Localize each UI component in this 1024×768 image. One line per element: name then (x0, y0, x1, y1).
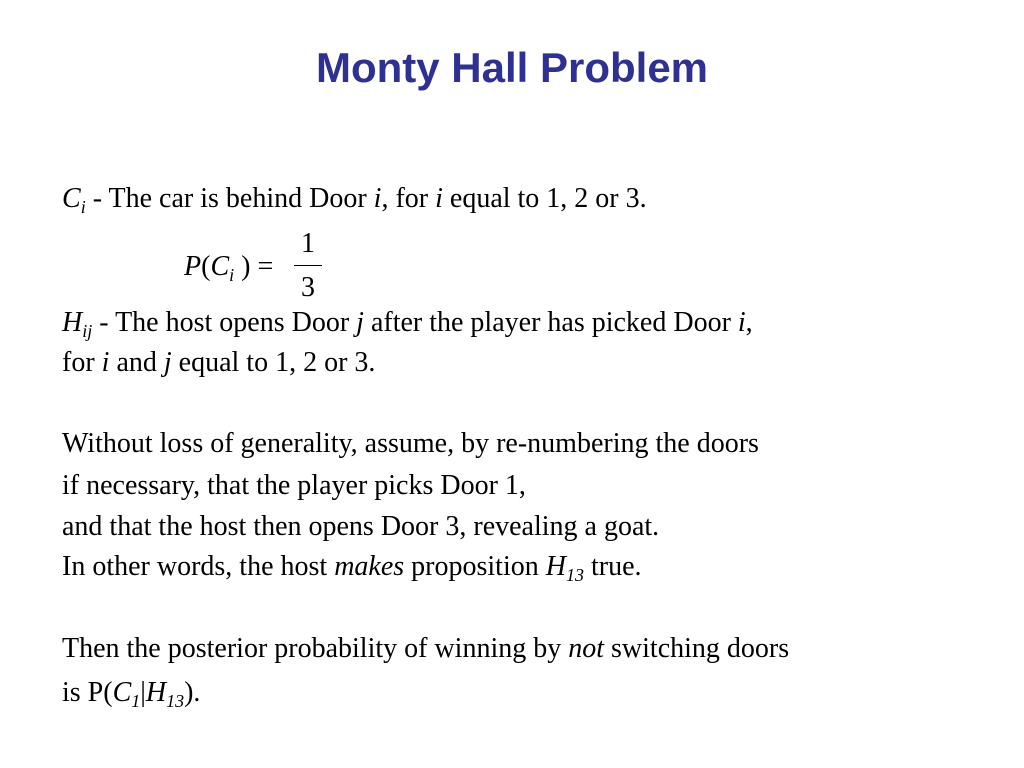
conclusion-line-1 (62, 632, 789, 666)
emphasis-not: not (568, 633, 605, 664)
symbol-c: C (112, 677, 132, 708)
subscript-1: 1 (131, 691, 141, 711)
text: equal to 1, 2 or 3. (171, 347, 376, 378)
var-i: i (101, 347, 110, 378)
subscript-i: i (80, 197, 86, 217)
formula-lhs (184, 250, 273, 284)
definition-h-line-2 (62, 346, 375, 380)
text: switching doors (604, 633, 790, 664)
text: - The host opens Door (92, 307, 357, 338)
text: , (745, 307, 753, 338)
var-i: i (435, 183, 443, 214)
definition-c-line (62, 182, 647, 216)
assumption-line-2: if necessary, that the player picks Door 1, (62, 470, 526, 501)
text: is P( (62, 677, 113, 708)
var-j: j (163, 347, 172, 378)
text: - The car is behind Door (85, 183, 374, 214)
var-j: j (356, 307, 364, 338)
fraction-numerator: 1 (301, 228, 315, 259)
conclusion-line-2 (62, 676, 200, 710)
fraction-bar (294, 265, 322, 266)
symbol-h: H (62, 307, 83, 338)
symbol-h: H (545, 551, 566, 582)
subscript-13: 13 (166, 691, 185, 711)
formula-p: P (184, 251, 202, 282)
fraction (294, 228, 322, 304)
formula-subscript-i: i (229, 265, 235, 285)
text: after the player has picked Door (363, 307, 738, 338)
text: for (62, 347, 102, 378)
text: equal to 1, 2 or 3. (442, 183, 647, 214)
subscript-13: 13 (565, 565, 584, 585)
formula-close-equals: ) = (234, 251, 274, 282)
var-i: i (373, 183, 382, 214)
text: Then the posterior probability of winning by (62, 633, 569, 664)
symbol-h: H (145, 677, 167, 708)
symbol-c: C (62, 183, 81, 214)
definition-h-line-1 (62, 306, 753, 340)
assumption-line-4 (62, 550, 642, 584)
emphasis-makes: makes (334, 551, 405, 582)
text: In other words, the host (62, 551, 335, 582)
text: , for (381, 183, 436, 214)
text: and (109, 347, 164, 378)
formula-open-paren: ( (201, 251, 211, 282)
slide-title: Monty Hall Problem (315, 44, 709, 91)
given-bar: | (140, 677, 146, 708)
assumption-line-3: and that the host then opens Door 3, revealing a goat. (62, 511, 660, 542)
formula-c: C (210, 251, 230, 282)
text: ). (184, 677, 201, 708)
fraction-denominator: 3 (301, 272, 315, 303)
assumption-line-1: Without loss of generality, assume, by re-numbering the doors (62, 428, 759, 459)
subscript-ij: ij (82, 321, 93, 341)
text: true. (583, 551, 642, 582)
var-i: i (737, 307, 746, 338)
text: proposition (404, 551, 546, 582)
